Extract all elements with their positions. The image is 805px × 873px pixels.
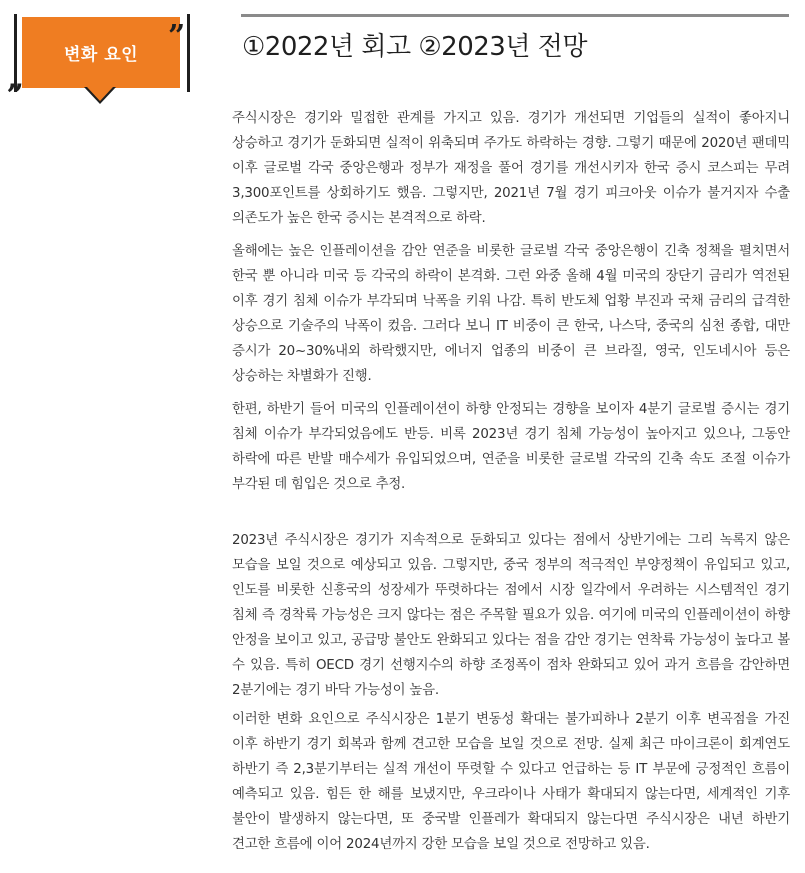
section-badge: [22, 17, 180, 88]
header-rule: [241, 14, 789, 17]
quote-mark-open-icon: „: [7, 61, 25, 96]
paragraph-2022-decline: [232, 239, 790, 389]
paragraph-text: 한편, 하반기 들어 미국의 인플레이션이 하향 안정되는 경향을 보이자 4분기 글로벌 증시는 경기 침체 이슈가 부각되었음에도 반등. 비록 2023년 경기 침체 가능성이 높아지고 있으나, 그동안 하락에 따른 반발 매수세가 유입되었으며, 연준을 비롯한 글로벌 각국의 긴축 속도 조절 이슈가 부각된 데 힘입은 것으로 추정.: [232, 402, 790, 492]
paragraph-2022-intro: [232, 106, 790, 231]
paragraph-2022-rebound: [232, 397, 790, 497]
page-title: ①2022년 회고 ②2023년 전망: [242, 32, 587, 62]
paragraph-text: 주식시장은 경기와 밀접한 관계를 가지고 있음. 경기가 개선되면 기업들의 실적이 좋아지니 상승하고 경기가 둔화되면 실적이 위축되며 주가도 하락하는 경향. 그렇기 때문에 2020년 팬데믹 이후 글로벌 각국 중앙은행과 정부가 재정을 풀어 경기를 개선시키자 한국 증시 코스피는 무려 3,300포인트를 상회하기도 했음. 그렇지만, 2021년 7월 경기 피크아웃 이슈가 불거지자 수출 의존도가 높은 한국 증시는 본격적으로 하락.: [232, 111, 790, 226]
paragraph-2023-forecast: [232, 707, 790, 857]
paragraph-text: 올해에는 높은 인플레이션을 감안 연준을 비롯한 글로벌 각국 중앙은행이 긴축 정책을 펼치면서 한국 뿐 아니라 미국 등 각국의 하락이 본격화. 그런 와중 올해 4월 미국의 장단기 금리가 역전된 이후 경기 침체 이슈가 부각되며 낙폭을 키워 나감. 특히 반도체 업황 부진과 국채 금리의 급격한 상승으로 기술주의 낙폭이 컸음. 그러다 보니 IT 비중이 큰 한국, 나스닥, 중국의 심천 종합, 대만 증시가 20~30%내외 하락했지만, 에너지 업종의 비중이 큰 브라질, 영국, 인도네시아 등은 상승하는 차별화가 진행.: [232, 244, 790, 384]
paragraph-text: 이러한 변화 요인으로 주식시장은 1분기 변동성 확대는 불가피하나 2분기 이후 변곡점을 가진 이후 하반기 경기 회복과 함께 견고한 모습을 보일 것으로 전망. 실제 최근 마이크론이 회계연도 하반기 즉 2,3분기부터는 실적 개선이 뚜렷할 수 있다고 언급하는 등 IT 부문에 긍정적인 흐름이 예측되고 있음. 힘든 한 해를 보냈지만, 우크라이나 사태가 확대되지 않는다면, 세계적인 기후 불안이 발생하지 않는다면, 또 중국발 인플레가 확대되지 않는다면 주식시장은 내년 하반기 견고한 흐름에 이어 2024년까지 강한 모습을 보일 것으로 전망하고 있음.: [232, 712, 790, 852]
paragraph-text: 2023년 주식시장은 경기가 지속적으로 둔화되고 있다는 점에서 상반기에는 그리 녹록지 않은 모습을 보일 것으로 예상되고 있음. 그렇지만, 중국 정부의 적극적인 부양정책이 유입되고 있고, 인도를 비롯한 신흥국의 성장세가 뚜렷하다는 점에서 시장 일각에서 우려하는 시스템적인 경기 침체 즉 경착륙 가능성은 크지 않다는 점은 주목할 필요가 있음. 여기에 미국의 인플레이션이 하향 안정을 보이고 있고, 공급망 불안도 완화되고 있다는 점을 감안 경기는 연착륙 가능성이 높다고 볼 수 있음. 특히 OECD 경기 선행지수의 하향 조정폭이 점차 완화되고 있어 과거 흐름을 감안하면 2분기에는 경기 바닥 가능성이 높음.: [232, 533, 791, 698]
quote-mark-close-icon: ”: [168, 19, 186, 54]
badge-label: 변화 요인: [63, 45, 139, 65]
badge-tail-fill: [87, 87, 113, 101]
paragraph-2023-outlook: [232, 528, 790, 703]
